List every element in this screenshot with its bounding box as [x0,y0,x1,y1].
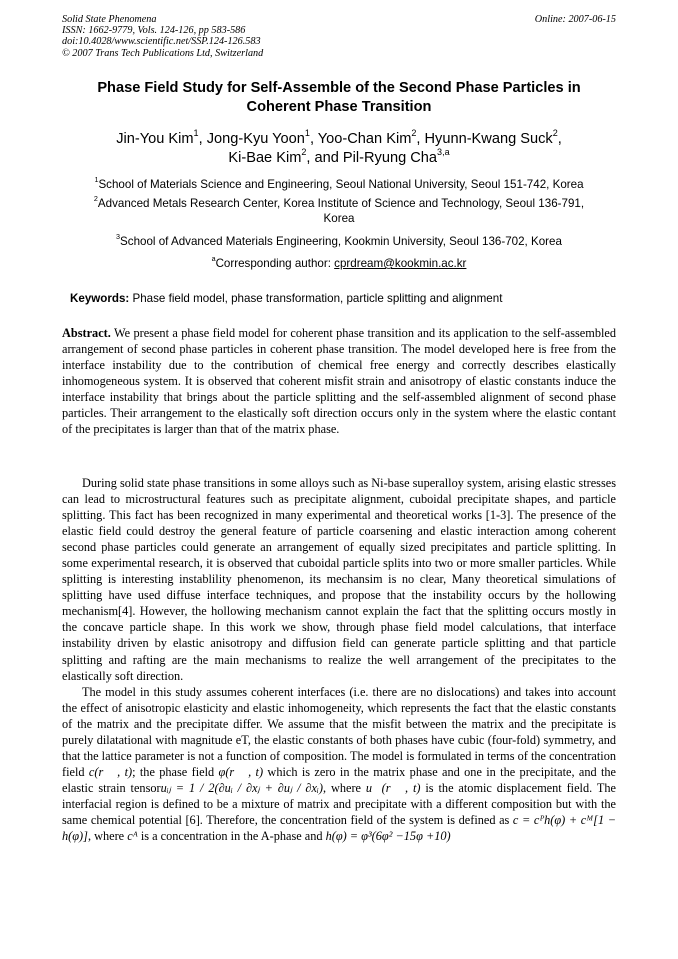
equation-concentration-field: c = cᴾh(φ) + cᴹ[1 − h(φ)] [62,812,616,844]
affil-text: Advanced Metals Research Center, Korea Institute of Science and Technology, Seoul 136-791, [97,197,585,210]
body-text [62,475,616,844]
affil-mark: 3 [116,232,121,242]
affil-mark: a [211,254,216,264]
text-run: , where [87,829,128,844]
author-name: , and Pil-Ryung Cha [306,150,438,166]
doi-line[interactable]: doi:10.4028/www.scientific.net/SSP.124-126.583 [62,36,261,48]
author-name: Ki-Bae Kim [228,150,302,166]
affil-line [62,196,616,211]
equation-h-phi: h(φ) = φ³(6φ² −15φ +10) [325,829,451,844]
text-run: is the atomic displacement field. The interfacial region is defined to be a mixture of matrix and precipitate with a different composition but with the same chemical potential [6]. Therefore, the concentration field of the system is defined as [62,780,617,827]
text-run: , where [322,780,366,795]
affiliation-2 [62,196,616,226]
affiliation-1 [62,177,616,192]
keywords-label: Keywords: [70,292,130,305]
text-run: which is zero in the matrix phase and one in the precipitate, and the elastic strain tensor [62,764,617,795]
author-name: , Jong-Kyu Yoon [198,131,305,147]
affil-text: School of Materials Science and Engineering, Seoul National University, Seoul 151-742, Korea [98,178,584,191]
affiliation-3 [62,234,616,249]
author-affil-mark: 2 [552,127,558,138]
author-list [62,127,616,168]
affil-line: Korea [323,212,355,225]
text-run: ; the phase field [132,764,219,779]
author-affil-mark: 3,a [437,146,450,157]
author-name: , Hyunn-Kwang Suck [416,131,553,147]
author-affil-mark: 2 [301,146,307,157]
author-line-2 [62,146,616,168]
copyright-line: © 2007 Trans Tech Publications Ltd, Switzerland [62,47,264,59]
paragraph-2 [62,684,616,844]
email-link[interactable]: cprdream@kookmin.ac.kr [334,257,467,270]
journal-name: Solid State Phenomena [62,14,157,25]
equation-displacement: u⃗(r⃗ , t) [365,780,421,795]
paper-title [62,79,616,117]
author-name: , Yoo-Chan Kim [309,131,412,147]
affil-text: School of Advanced Materials Engineering, Kookmin University, Seoul 136-702, Korea [120,235,562,248]
abstract-text: We present a phase field model for coherent phase transition and its application to the self-assembled arrangement of second phase particles in coherent phase transition. The model developed here is free from the interface instability due to the contribution of chemical free energy and correctly describes elastically inhomogeneous system. It is observed that coherent misfit strain and anisotropy of elastic constants induce the interface instability that brings about the particle splitting and the self-assembled alignment of second phase particles. Their arrangement to the elastically soft direction occurs only in the system where the elastic contant of the precipitates is larger than that of the matrix phase. [62,326,616,437]
text-run: is a concentration in the A-phase and [137,829,326,844]
title-line-2: Coherent Phase Transition [246,99,432,115]
author-affil-mark: 1 [193,127,199,138]
author-affil-mark: 1 [304,127,310,138]
equation-concentration: c(r⃗ , t) [88,764,133,779]
paragraph-1: During solid state phase transitions in some alloys such as Ni-base superalloy system, arising elastic stresses can lead to microstructural features such as precipitate alignment, cuboidal precipitate shapes, and particle splitting. This fact has been recognized in many experimental and theoretical works [1-3]. The presence of the elastic field could destroy the general feature of particle coarsening and elastic interaction among coherent second phase particles could generate an arrangement of equally sized precipitates and particle splitting. In some experimental research, it is observed that cuboidal particle splits into two or more smaller particles. While splitting is interesting instablility phenomenon, its mechansim is no clear, Many theoretical simulations of splitting have used diffuse interface techniques, and propose that the instability occurs by the hollowing mechanism[4]. However, the hollowing mechanism cannot explain the fact that the splitting occurs mostly in the concave particle shape. In this work we show, through phase field model calculations, that interface instability driven by elastic anisotropy and diffusion field can generate particle splitting and that particle splitting and rafting are the main mechanisms to realize the well arrangement of the precipitates to the elastically soft direction. [62,476,616,683]
affil-mark: 2 [93,194,98,204]
author-affil-mark: 2 [411,127,417,138]
keywords-text: Phase field model, phase transformation, particle splitting and alignment [129,292,503,305]
corr-label: Corresponding author: [215,257,335,270]
corresponding-author [62,256,616,271]
journal-header [62,14,263,59]
issn-line: ISSN: 1662-9779, Vols. 124-126, pp 583-586 [62,25,246,37]
author-line-1 [62,127,616,149]
equation-ca: cᴬ [127,829,138,844]
affil-mark: 1 [94,175,99,185]
equation-strain-tensor: uᵢⱼ = 1 / 2(∂uᵢ / ∂xⱼ + ∂uⱼ / ∂xᵢ) [160,780,323,795]
author-separator: , [557,131,562,147]
text-run: The model in this study assumes coherent interfaces (i.e. there are no dislocations) and takes into account the effect of anisotropic elasticity and elastic inhomogeneity, which represents the fact that the elastic constants of the matrix and the precipitate differ. We assume that the misfit between the matrix and the precipitate is purely dilatational with magnitude eT, the elastic constants of both phases have cubic (four-fold) symmetry, and that the lattice parameter is not a function of composition. The model is formulated in terms of the concentration field [62,684,616,779]
abstract [62,325,616,437]
online-date: Online: 2007-06-15 [534,14,616,25]
keywords [70,291,502,306]
title-line-1: Phase Field Study for Self-Assemble of the Second Phase Particles in [97,80,581,96]
abstract-label: Abstract. [62,326,111,340]
abstract-paragraph [62,325,616,437]
equation-phase-field: φ(r⃗ , t) [218,764,264,779]
author-name: Jin-You Kim [116,131,194,147]
